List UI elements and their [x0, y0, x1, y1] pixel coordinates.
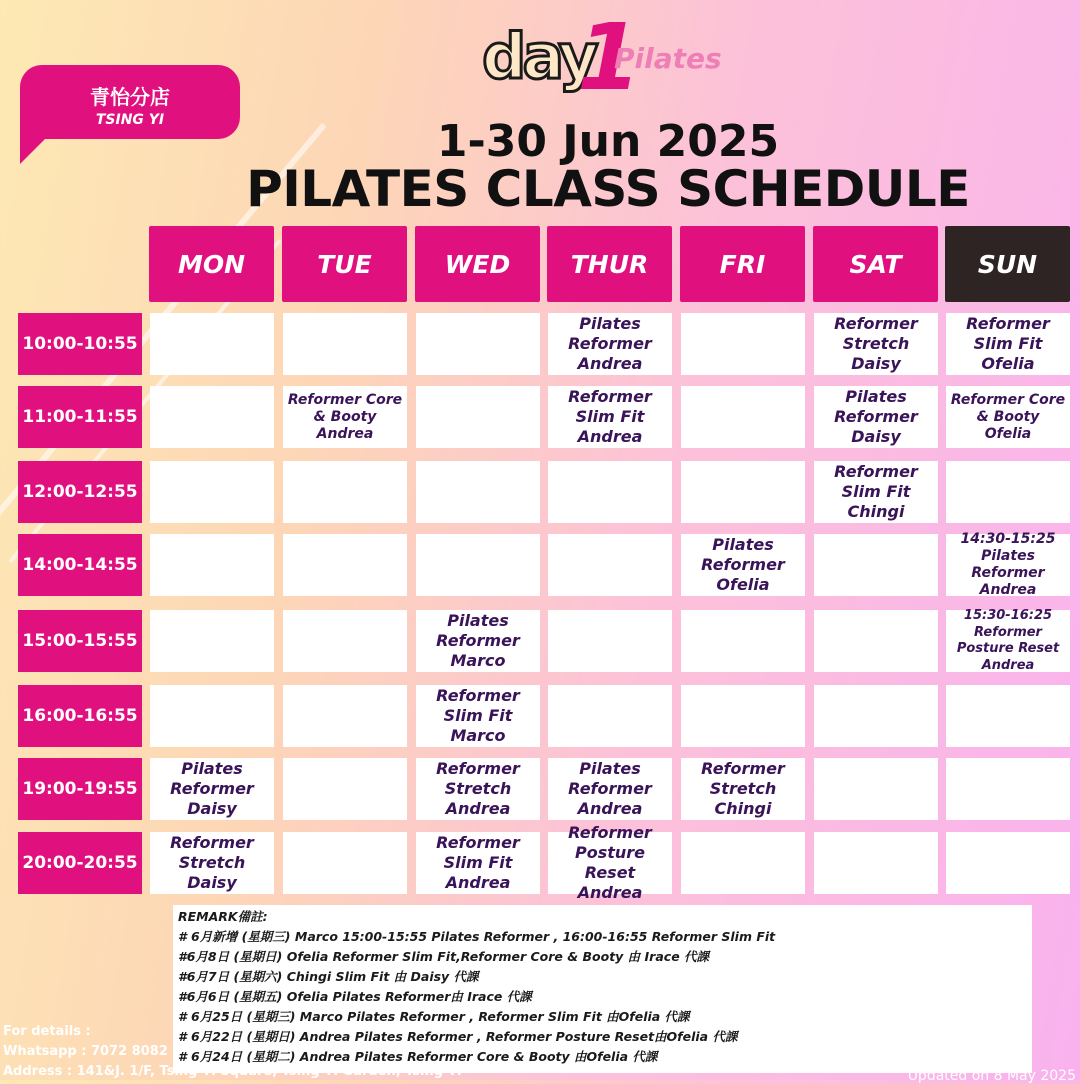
empty-cell	[814, 610, 938, 672]
empty-cell	[283, 461, 407, 523]
branch-name-zh: 青怡分店	[90, 85, 170, 109]
empty-cell	[416, 534, 540, 596]
class-cell: 14:30-15:25 Pilates Reformer Andrea	[946, 534, 1070, 596]
empty-cell	[283, 313, 407, 375]
empty-cell	[150, 386, 274, 448]
branch-name-en: TSING YI	[95, 112, 165, 128]
class-cell: Reformer Slim Fit Andrea	[548, 386, 672, 448]
empty-cell	[548, 534, 672, 596]
class-cell: Pilates Reformer Marco	[416, 610, 540, 672]
class-cell: Reformer Stretch Andrea	[416, 758, 540, 820]
empty-cell	[681, 386, 805, 448]
time-slot-label: 12:00-12:55	[18, 461, 142, 523]
footer-address: Address : 141&J. 1/F, Tsing Yi Square, Tsing Yi Garden, Tsing Yi	[3, 1064, 462, 1079]
schedule-title: PILATES CLASS SCHEDULE	[246, 160, 970, 218]
empty-cell	[416, 386, 540, 448]
class-cell: Pilates Reformer Ofelia	[681, 534, 805, 596]
empty-cell	[681, 313, 805, 375]
empty-cell	[283, 610, 407, 672]
day-header-tue: TUE	[282, 226, 407, 302]
empty-cell	[681, 685, 805, 747]
contact-footer	[3, 1022, 461, 1082]
empty-cell	[150, 534, 274, 596]
footer-whatsapp: Whatsapp : 7072 8082	[3, 1044, 168, 1059]
empty-cell	[681, 832, 805, 894]
class-cell: Reformer Slim Fit Marco	[416, 685, 540, 747]
remark-line: #6月7日 (星期六) Chingi Slim Fit 由 Daisy 代課	[178, 969, 479, 984]
class-cell: Reformer Stretch Daisy	[150, 832, 274, 894]
empty-cell	[681, 610, 805, 672]
empty-cell	[283, 758, 407, 820]
class-cell: Reformer Slim Fit Ofelia	[946, 313, 1070, 375]
day-header-mon: MON	[149, 226, 274, 302]
time-slot-label: 20:00-20:55	[18, 832, 142, 894]
day-header-thur: THUR	[547, 226, 672, 302]
logo-one-text: 1	[577, 4, 642, 111]
time-slot-label: 10:00-10:55	[18, 313, 142, 375]
logo-pilates-text: Pilates	[614, 42, 722, 75]
class-cell: 15:30-16:25 Reformer Posture Reset Andrea	[946, 610, 1070, 672]
empty-cell	[150, 685, 274, 747]
empty-cell	[548, 685, 672, 747]
class-cell: Reformer Stretch Daisy	[814, 313, 938, 375]
day-header-sun: SUN	[945, 226, 1070, 302]
empty-cell	[814, 832, 938, 894]
remark-line: #6月6日 (星期五) Ofelia Pilates Reformer由 Irace 代課	[178, 989, 532, 1004]
empty-cell	[416, 461, 540, 523]
schedule-period-title: 1-30 Jun 2025	[436, 116, 780, 167]
class-cell: Pilates Reformer Andrea	[548, 758, 672, 820]
remark-line: # 6月25日 (星期三) Marco Pilates Reformer , Reformer Slim Fit 由Ofelia 代課	[178, 1009, 690, 1024]
updated-date: Updated on 8 May 2025	[907, 1068, 1076, 1084]
remark-line: # 6月24日 (星期二) Andrea Pilates Reformer Core & Booty 由Ofelia 代課	[178, 1049, 658, 1064]
class-cell: Reformer Posture Reset Andrea	[548, 832, 672, 894]
remark-line: # 6月新增 (星期三) Marco 15:00-15:55 Pilates Reformer , 16:00-16:55 Reformer Slim Fit	[178, 929, 776, 944]
remarks-heading: REMARK備註:	[178, 909, 268, 924]
empty-cell	[283, 685, 407, 747]
empty-cell	[946, 685, 1070, 747]
empty-cell	[150, 610, 274, 672]
empty-cell	[283, 534, 407, 596]
empty-cell	[283, 832, 407, 894]
empty-cell	[681, 461, 805, 523]
time-slot-label: 14:00-14:55	[18, 534, 142, 596]
empty-cell	[416, 313, 540, 375]
empty-cell	[150, 461, 274, 523]
time-slot-label: 16:00-16:55	[18, 685, 142, 747]
remark-line: # 6月22日 (星期日) Andrea Pilates Reformer , Reformer Posture Reset由Ofelia 代課	[178, 1029, 738, 1044]
day-header-sat: SAT	[813, 226, 938, 302]
class-cell: Pilates Reformer Daisy	[150, 758, 274, 820]
empty-cell	[150, 313, 274, 375]
remark-line: #6月8日 (星期日) Ofelia Reformer Slim Fit,Reformer Core & Booty 由 Irace 代課	[178, 949, 710, 964]
time-slot-label: 11:00-11:55	[18, 386, 142, 448]
day-header-fri: FRI	[680, 226, 805, 302]
class-cell: Reformer Core & Booty Ofelia	[946, 386, 1070, 448]
empty-cell	[946, 461, 1070, 523]
empty-cell	[946, 758, 1070, 820]
class-cell: Reformer Core & Booty Andrea	[283, 386, 407, 448]
day-header-wed: WED	[415, 226, 540, 302]
empty-cell	[814, 534, 938, 596]
empty-cell	[548, 610, 672, 672]
class-cell: Reformer Stretch Chingi	[681, 758, 805, 820]
empty-cell	[946, 832, 1070, 894]
class-cell: Pilates Reformer Andrea	[548, 313, 672, 375]
empty-cell	[548, 461, 672, 523]
class-cell: Pilates Reformer Daisy	[814, 386, 938, 448]
footer-details-label: For details :	[3, 1024, 91, 1039]
class-cell: Reformer Slim Fit Chingi	[814, 461, 938, 523]
class-cell: Reformer Slim Fit Andrea	[416, 832, 540, 894]
time-slot-label: 19:00-19:55	[18, 758, 142, 820]
logo-day-text: day	[482, 20, 595, 93]
day1-pilates-logo	[482, 4, 722, 111]
empty-cell	[814, 758, 938, 820]
empty-cell	[814, 685, 938, 747]
time-slot-label: 15:00-15:55	[18, 610, 142, 672]
